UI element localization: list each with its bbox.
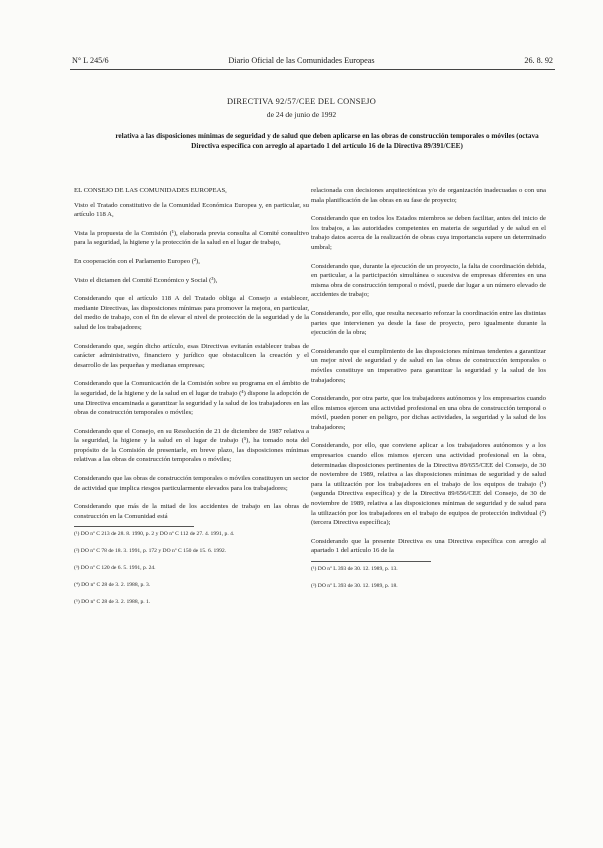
paragraph: Considerando que el artículo 118 A del Tratado obliga al Consejo a establecer, mediante Directivas, las disposiciones mínimas para promover la mejora, en particular, del medio de trabajo, con el fin de elevar el nivel de protección de la seguridad y de la salud de los trabajadores;	[74, 295, 309, 331]
footnote-rule	[74, 526, 194, 527]
paragraph: Considerando que el Consejo, en su Resolución de 21 de diciembre de 1987 relativa a la seguridad, la higiene y la salud en el lugar de trabajo (⁵), ha tomado nota del propósito de la Comisión de presentarle, en breve plazo, las disposiciones mínimas relativas a las obras de construcción temporales o móviles;	[74, 427, 309, 464]
footnote: (⁵) DO nº C 28 de 3. 2. 1988, p. 1.	[74, 599, 151, 606]
council-heading: EL CONSEJO DE LAS COMUNIDADES EUROPEAS,	[74, 187, 227, 194]
left-column	[74, 186, 309, 615]
paragraph: Considerando que, durante la ejecución de un proyecto, la falta de coordinación debida, en particular, a la participación simultánea o sucesiva de empresas diferentes en una misma obra de construcción temporal o móvil, puede dar lugar a un número elevado de accidentes de trabajo;	[311, 262, 546, 299]
directive-date: de 24 de junio de 1992	[266, 110, 337, 119]
page-reference: N° L 245/6	[72, 56, 109, 65]
paragraph: Considerando, por ello, que resulta necesario reforzar la coordinación entre las distintas partes que intervienen ya desde la fase de proyecto, pero igualmente durante la ejecución de la obra;	[311, 309, 546, 337]
paragraph: Visto el Tratado constitutivo de la Comunidad Económica Europea y, en particular, su artículo 118 A,	[74, 201, 309, 219]
paragraph: Considerando que más de la mitad de los accidentes de trabajo en las obras de construcción en la Comunidad está	[74, 503, 309, 520]
paragraph: Vista la propuesta de la Comisión (¹), elaborada previa consulta al Comité consultivo para la seguridad, la higiene y la protección de la salud en el lugar de trabajo,	[74, 229, 309, 247]
paragraph: Considerando que el cumplimiento de las disposiciones mínimas tendentes a garantizar un mejor nivel de seguridad y de salud en las obras de construcción temporales o móviles constituye un imperativo para garantizar la seguridad y la salud de los trabajadores;	[311, 347, 546, 384]
footnote: (⁴) DO nº C 28 de 3. 2. 1988, p. 3.	[74, 582, 151, 589]
paragraph: Considerando que en todos los Estados miembros se deben facilitar, antes del inicio de los trabajos, a las autoridades competentes en materia de seguridad y de salud en el trabajo datos acerca de la realización de obras cuya importancia supere un determinado umbral;	[311, 215, 546, 251]
footnote: (²) DO nº C 78 de 18. 3. 1991, p. 172 y DO nº C 150 de 15. 6. 1992.	[74, 548, 227, 555]
paragraph: Considerando, por ello, que conviene aplicar a los trabajadores autónomos y a los empresarios cuando ellos mismos ejercen una actividad profesional en la obra, determinadas disposiciones pertinentes de la Directiva 89/655/CEE del Consejo, de 30 de noviembre de 1989, relativa a las disposiciones mínimas de seguridad y de salud para la utilización por los trabajadores en el trabajo de los equipos de trabajo (¹) (segunda Directiva específica) y de la Directiva 89/656/CEE del Consejo, de 30 de noviembre de 1989, relativa a las disposiciones mínimas de seguridad y de salud para la utilización por los trabajadores en el trabajo de equipos de protección individual (²) (tercera Directiva específica);	[311, 442, 546, 527]
paragraph: Considerando, por otra parte, que los trabajadores autónomos y los empresarios cuando ellos mismos ejercen una actividad profesional en una obra de construcción temporal o móvil, pueden poner en peligro, por dichas actividades, la seguridad y la salud de los trabajadores;	[311, 395, 546, 431]
paragraph: Considerando que, según dicho artículo, esas Directivas evitarán establecer trabas de carácter administrativo, financiero y jurídico que obstaculicen la creación y el desarrollo de las pequeñas y medianas empresas;	[74, 342, 309, 369]
footnote-rule	[311, 561, 431, 562]
footnote: (¹) DO nº C 213 de 28. 8. 1990, p. 2 y DO nº C 112 de 27. 4. 1991, p. 4.	[74, 531, 235, 538]
paragraph: En cooperación con el Parlamento Europeo (²),	[74, 257, 200, 265]
right-column	[311, 186, 546, 599]
paragraph: Considerando que la presente Directiva es una Directiva específica con arreglo al apartado 1 del artículo 16 de la	[311, 537, 546, 555]
paragraph: Considerando que la Comunicación de la Comisión sobre su programa en el ámbito de la seguridad, de la higiene y de la salud en el lugar de trabajo (⁴) dispone la adopción de una Directiva encaminada a garantizar la seguridad y la salud de los trabajadores en las obras de construcción temporales o móviles;	[74, 380, 310, 417]
journal-title: Diario Oficial de las Comunidades Europeas	[228, 56, 375, 65]
header-rule	[70, 69, 555, 70]
directive-title: DIRECTIVA 92/57/CEE DEL CONSEJO	[226, 97, 377, 106]
footnote: (¹) DO nº L 393 de 30. 12. 1989, p. 13.	[311, 566, 398, 572]
paragraph: relacionada con decisiones arquitectónicas y/o de organización inadecuadas o con una mala planificación de las obras en su fase de proyecto;	[311, 187, 546, 204]
paragraph: Considerando que las obras de construcción temporales o móviles constituyen un sector de actividad que implica riesgos particularmente elevados para los trabajadores;	[74, 475, 309, 492]
footnote: (³) DO nº C 120 de 6. 5. 1991, p. 24.	[74, 565, 156, 572]
paragraph: Visto el dictamen del Comité Económico y Social (³),	[74, 276, 218, 284]
directive-subtitle: relativa a las disposiciones mínimas de seguridad y de salud que deben aplicarse en las obras de construcción temporales o móviles (octava Directiva específica con arreglo al apartado 1 del artículo 16 de la Directiva 89/391/CEE)	[115, 132, 539, 151]
issue-date: 26. 8. 92	[524, 56, 553, 65]
footnote: (²) DO nº L 393 de 30. 12. 1989, p. 18.	[311, 583, 398, 589]
